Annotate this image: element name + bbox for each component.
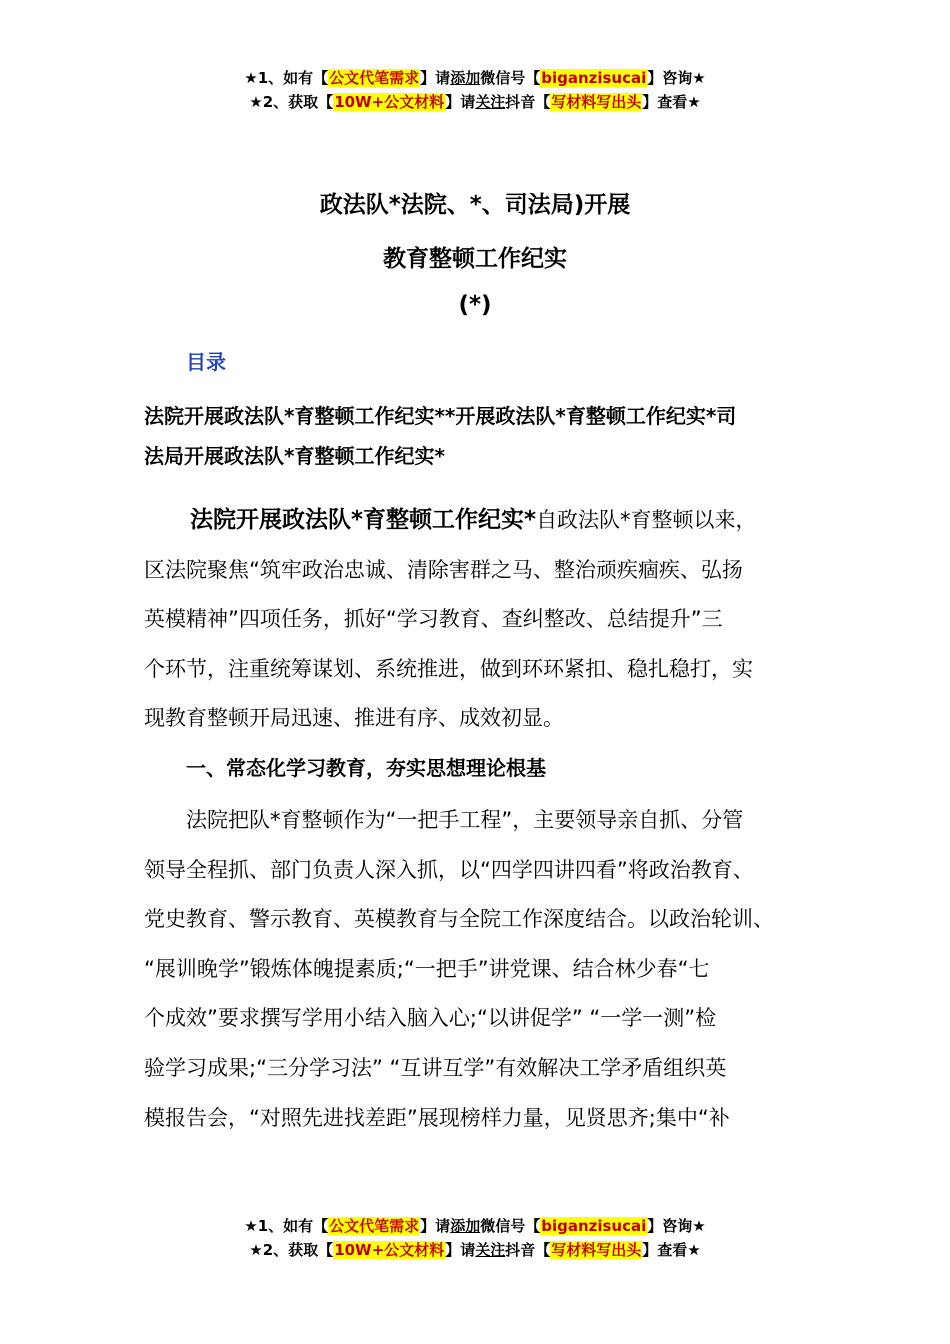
toc-list [144, 396, 814, 476]
banner-line-2: ★2、获取【10W+公文材料】请关注抖音【写材料写出头】查看★ [249, 93, 701, 111]
highlight-douyin: 写材料写出头 [551, 1241, 642, 1259]
paragraph-line: “展训晚学”锻炼体魄提素质;“一把手”讲党课、结合林少春“七 [144, 956, 710, 981]
paragraph-line: 党史教育、警示教育、英模教育与全院工作深度结合。以政治轮训、 [144, 907, 774, 932]
highlight-materials: 10W+公文材料 [334, 93, 445, 111]
highlight-wechat-id: biganzisucai [541, 69, 647, 87]
highlight-ghostwriting: 公文代笔需求 [329, 1217, 420, 1235]
header-banner [0, 66, 950, 114]
section-1-paragraph [144, 796, 809, 1143]
toc-heading: 目录 [186, 350, 226, 374]
footer-banner [0, 1214, 950, 1262]
toc-line: 法院开展政法队*育整顿工作纪实**开展政法队*育整顿工作纪实*司 [144, 404, 737, 428]
paragraph-line: 法院把队*育整顿作为“一把手工程”，主要领导亲自抓、分管 [186, 808, 744, 832]
highlight-douyin: 写材料写出头 [551, 93, 642, 111]
highlight-materials: 10W+公文材料 [334, 1241, 445, 1259]
document-title-line-2: 教育整顿工作纪实 [383, 246, 567, 272]
paragraph-line: 英模精神”四项任务，抓好“学习教育、查纠整改、总结提升”三 [144, 607, 723, 632]
highlight-ghostwriting: 公文代笔需求 [329, 69, 420, 87]
banner-line-2: ★2、获取【10W+公文材料】请关注抖音【写材料写出头】查看★ [249, 1241, 701, 1259]
document-title-line-3: (*) [458, 292, 492, 318]
paragraph-line: 领导全程抓、部门负责人深入抓，以“四学四讲四看”将政治教育、 [144, 857, 754, 882]
highlight-wechat-id: biganzisucai [541, 1217, 647, 1235]
section-heading-1: 一、常态化学习教育，夯实思想理论根基 [186, 756, 546, 780]
document-title-line-1: 政法队*法院、*、司法局)开展 [319, 192, 631, 218]
banner-line-1: ★1、如有【公文代笔需求】请添加微信号【biganzisucai】咨询★ [244, 69, 706, 87]
paragraph-line: 个环节，注重统筹谋划、系统推进，做到环环紧扣、稳扎稳打，实 [144, 656, 753, 681]
paragraph-line: 法院开展政法队*育整顿工作纪实*自政法队*育整顿以来， [190, 507, 757, 533]
paragraph-line: 模报告会，“对照先进找差距”展现榜样力量，见贤思齐;集中“补 [144, 1105, 730, 1130]
paragraph-line: 个成效”要求撰写学用小结入脑入心;“以讲促学” “一学一测”检 [144, 1006, 717, 1031]
toc-line: 法局开展政法队*育整顿工作纪实* [144, 444, 445, 468]
intro-paragraph [144, 496, 809, 744]
paragraph-line: 现教育整顿开局迅速、推进有序、成效初显。 [144, 706, 564, 731]
paragraph-line: 区法院聚焦“筑牢政治忠诚、清除害群之马、整治顽疾痼疾、弘扬 [144, 557, 743, 582]
banner-line-1: ★1、如有【公文代笔需求】请添加微信号【biganzisucai】咨询★ [244, 1217, 706, 1235]
paragraph-lead: 法院开展政法队*育整顿工作纪实* [190, 507, 537, 533]
paragraph-line: 验学习成果;“三分学习法” “互讲互学”有效解决工学矛盾组织英 [144, 1055, 727, 1080]
